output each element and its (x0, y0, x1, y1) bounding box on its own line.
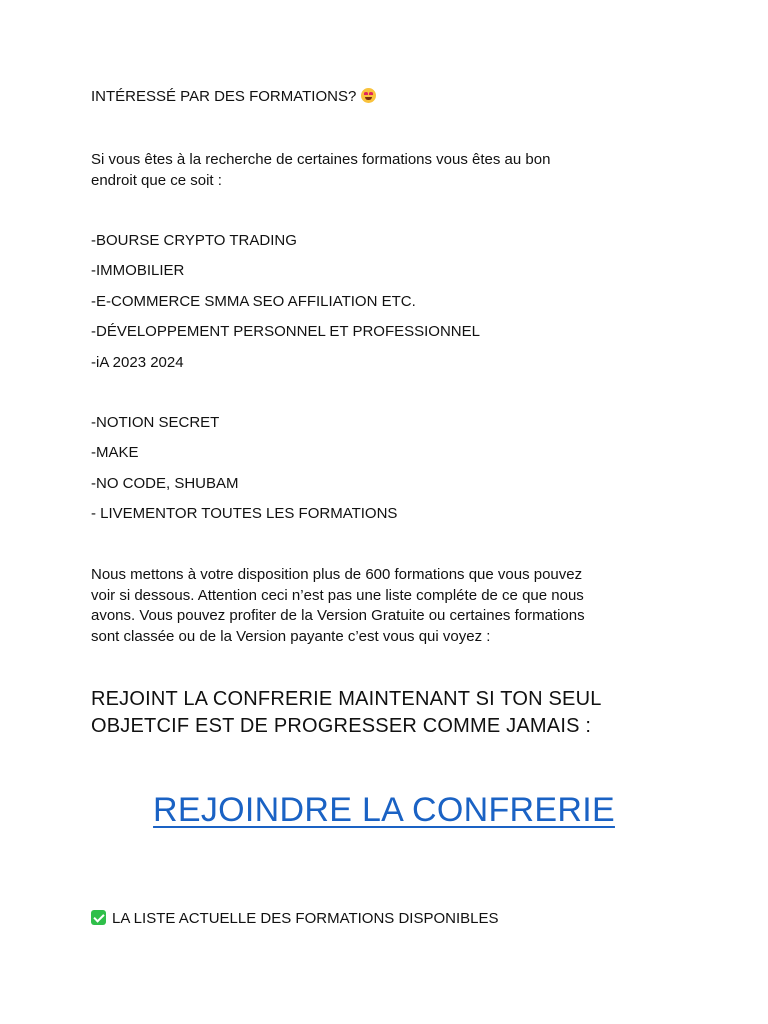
checklist-heading-text: LA LISTE ACTUELLE DES FORMATIONS DISPONIBLES (112, 910, 499, 927)
call-to-action-headline (91, 686, 691, 740)
list-item: -E-COMMERCE SMMA SEO AFFILIATION ETC. (91, 293, 416, 310)
list-item: -iA 2023 2024 (91, 354, 184, 371)
body-line: voir si dessous. Attention ceci n’est pas une liste compléte de ce que nous (91, 586, 584, 604)
list-item: -NOTION SECRET (91, 414, 220, 431)
headline-line: OBJETCIF EST DE PROGRESSER COMME JAMAIS : (91, 715, 592, 737)
body-line: sont classée ou de la Version payante c’est vous qui voyez : (91, 627, 491, 645)
smiling-face-with-heart-eyes-icon (361, 88, 376, 103)
list-item: -NO CODE, SHUBAM (91, 475, 239, 492)
body-paragraph (91, 565, 691, 647)
list-item: - LIVEMENTOR TOUTES LES FORMATIONS (91, 505, 398, 522)
checklist-heading (91, 909, 499, 929)
body-line: Nous mettons à votre disposition plus de 600 formations que vous pouvez (91, 566, 583, 583)
body-line: avons. Vous pouvez profiter de la Version Gratuite ou certaines formations (91, 607, 585, 624)
green-check-mark-icon (91, 910, 106, 925)
intro-line: Si vous êtes à la recherche de certaines formations vous êtes au bon (91, 151, 551, 168)
intro-paragraph (91, 150, 691, 191)
cta-container (0, 788, 768, 832)
list-item: -DÉVELOPPEMENT PERSONNEL ET PROFESSIONNEL (91, 323, 480, 340)
headline-line: REJOINT LA CONFRERIE MAINTENANT SI TON SEUL (91, 688, 602, 710)
page-title-text: INTÉRESSÉ PAR DES FORMATIONS? (91, 88, 357, 105)
list-item: -MAKE (91, 444, 139, 461)
list-item: -BOURSE CRYPTO TRADING (91, 232, 297, 249)
page-title (91, 87, 376, 107)
join-confrerie-link[interactable]: REJOINDRE LA CONFRERIE (153, 791, 615, 829)
list-item: -IMMOBILIER (91, 262, 185, 279)
intro-line: endroit que ce soit : (91, 171, 222, 189)
